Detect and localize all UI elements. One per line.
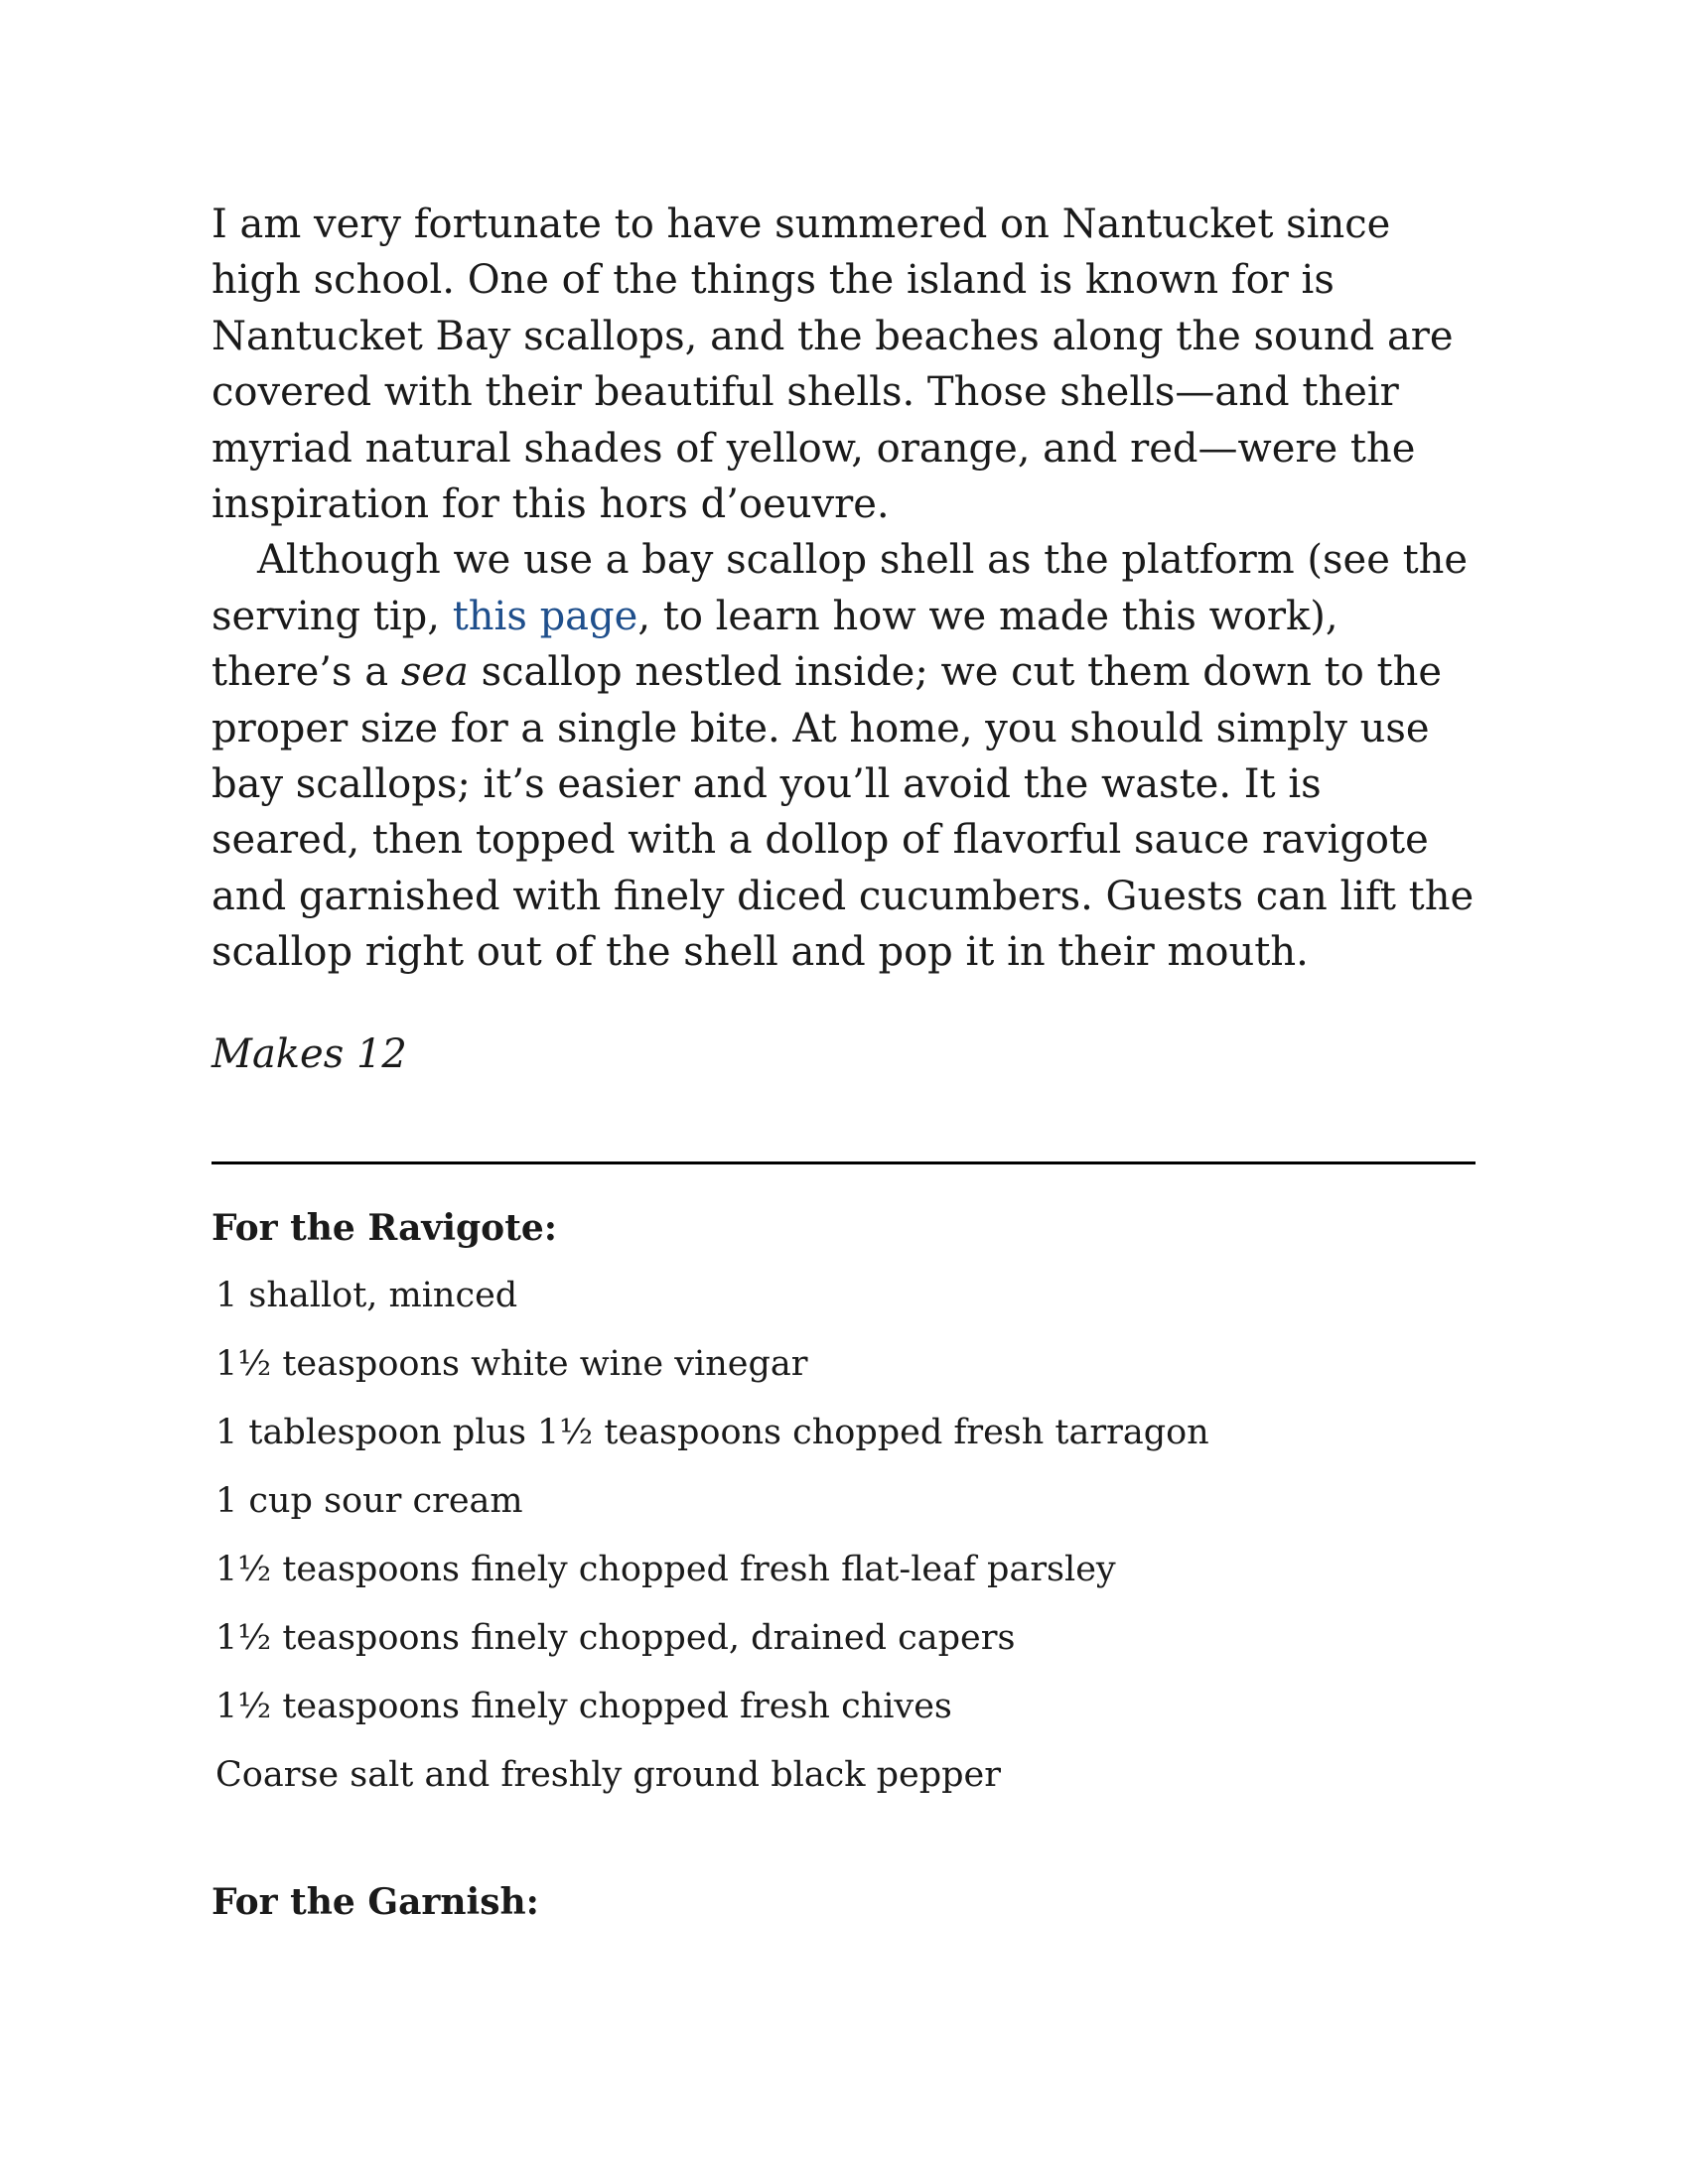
intro-paragraph-2: [211, 532, 1477, 980]
paragraph-2-text-middle: , to learn how we made this work), there’s a: [211, 593, 1338, 696]
sea-emphasis: sea: [400, 649, 469, 696]
recipe-yield: Makes 12: [211, 1030, 407, 1077]
ingredient-item: 1½ teaspoons finely chopped, drained capers: [215, 1617, 1016, 1658]
ingredient-item: 1 tablespoon plus 1½ teaspoons chopped fresh tarragon: [215, 1412, 1209, 1452]
paragraph-2-text-start: Although we use a bay scallop shell as the platform (see the serving tip,: [211, 537, 1469, 639]
ingredient-item: 1 cup sour cream: [215, 1480, 523, 1521]
garnish-heading: For the Garnish:: [211, 1880, 539, 1923]
intro-text: [211, 197, 1477, 981]
paragraph-2-text-end: scallop nestled inside; we cut them down to the proper size for a single bite. At home, you should simply use bay scallops; it’s easier and you’ll avoid the waste. It is seared, then topped with a dollop of flavorful sauce ravigote and garnished with finely diced cucumbers. Guests can lift the scallop right out of the shell and pop it in their mouth.: [211, 649, 1475, 976]
ingredient-item: 1½ teaspoons finely chopped fresh chives: [215, 1686, 952, 1726]
intro-paragraph-1: I am very fortunate to have summered on Nantucket since high school. One of the things the island is known for is Nantucket Bay scallops, and the beaches along the sound are covered with their beautiful shells. Those shells—and their myriad natural shades of yellow, orange, and red—were the inspiration for this hors d’oeuvre.: [211, 202, 1454, 528]
ingredient-item: 1 shallot, minced: [215, 1275, 518, 1315]
recipe-page: [211, 197, 1477, 1926]
ravigote-heading: For the Ravigote:: [211, 1206, 558, 1249]
ravigote-ingredient-list: [211, 1272, 1477, 1799]
ingredient-item: 1½ teaspoons white wine vinegar: [215, 1343, 808, 1384]
ingredient-item: 1½ teaspoons finely chopped fresh flat-leaf parsley: [215, 1549, 1116, 1589]
ingredient-item: Coarse salt and freshly ground black pepper: [215, 1754, 1001, 1795]
section-divider: [211, 1161, 1476, 1164]
this-page-link[interactable]: this page: [452, 593, 638, 639]
